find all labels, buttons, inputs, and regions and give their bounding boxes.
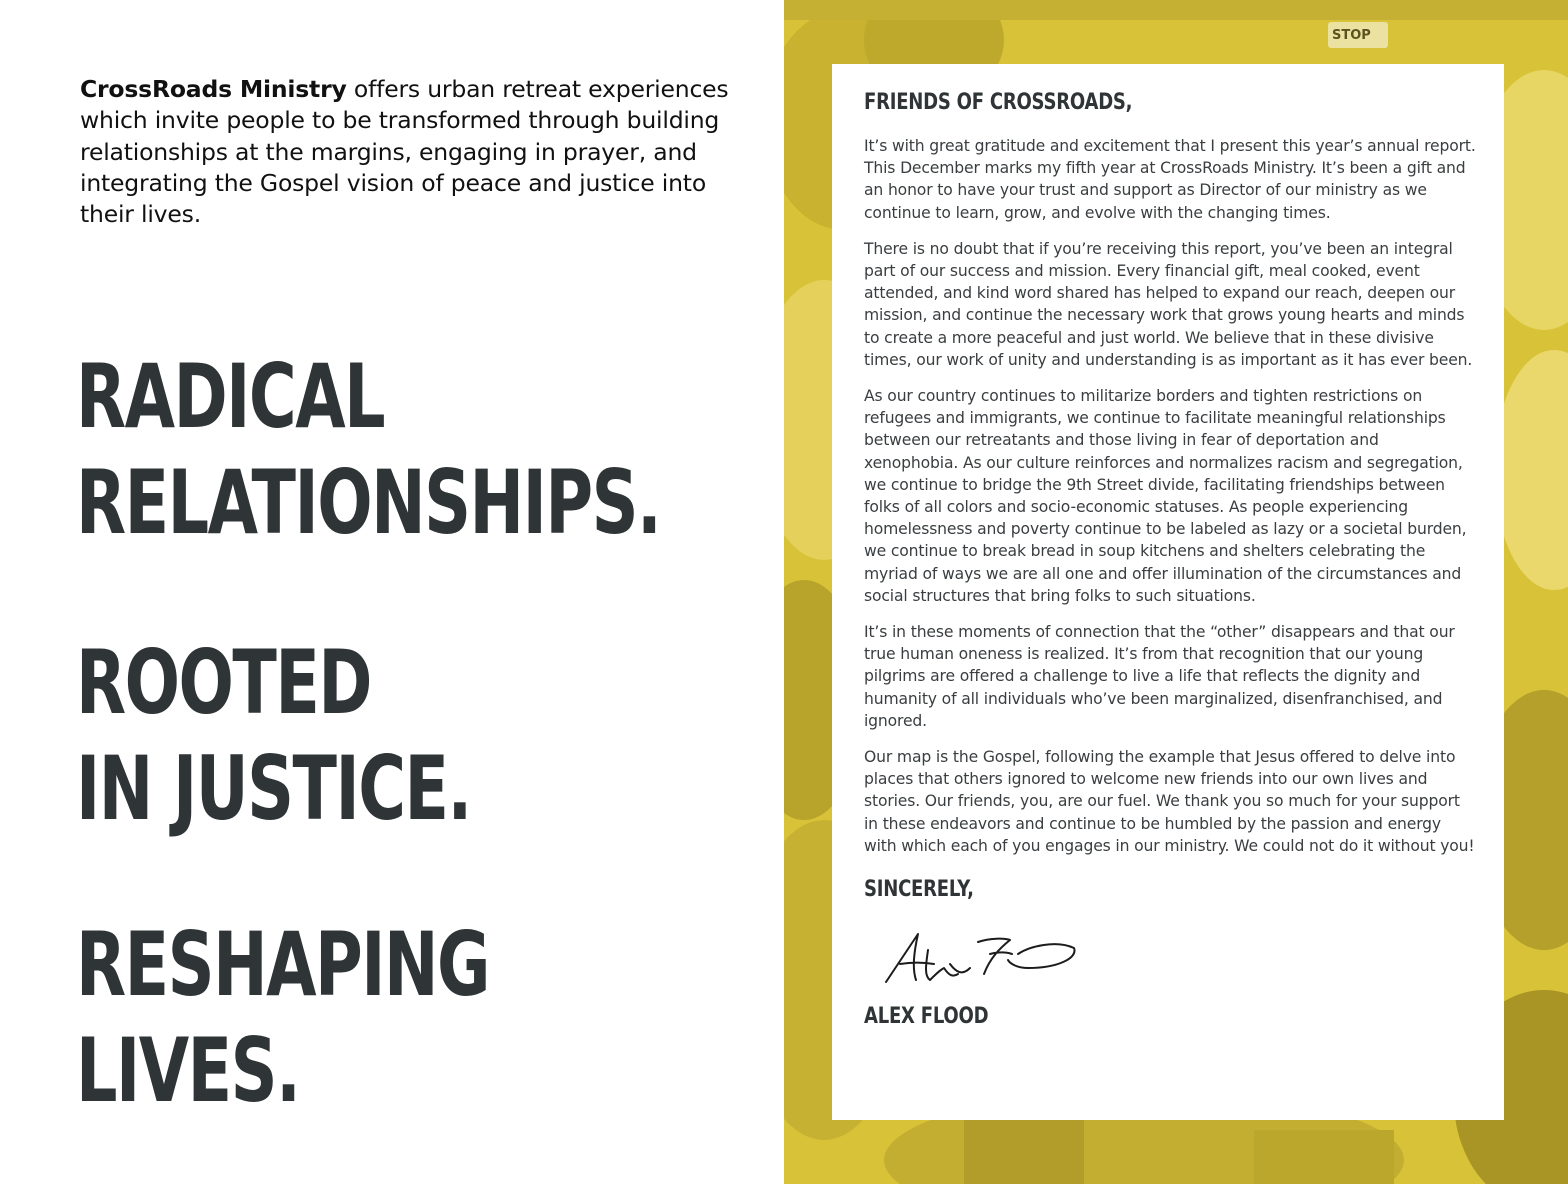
headline-radical-relationships — [76, 344, 660, 556]
letter-closing: SINCERELY, — [864, 877, 974, 903]
letter-paragraph: It’s with great gratitude and excitement that I present this year’s annual report. This December marks my fifth year at CrossRoads Ministry. It’s been a gift and an honor to have your trust and support as Director of our ministry as we continue to learn, grow, and evolve with the changing times. — [864, 137, 1476, 222]
letter-paragraph: As our country continues to militarize borders and tighten restrictions on refugees and immigrants, we continue to facilitate meaningful relationships between our retreatants and those living in fear of deportation and xenophobia. As our culture reinforces and normalizes racism and segregation, we continue to bridge the 9th Street divide, facilitating friendships between folks of all colors and socio-economic statuses. As people experiencing homelessness and poverty continue to be labeled as lazy or a societal burden, we continue to break bread in soup kitchens and shelters celebrating the myriad of ways we are all one and offer illumination of the circumstances and social structures that bring folks to such situations. — [864, 387, 1467, 605]
letter-content — [864, 90, 1476, 1029]
stop-sign-text: STOP — [1332, 28, 1371, 43]
headline-line: LIVES. — [76, 1019, 300, 1122]
headline-line: ROOTED — [76, 631, 371, 734]
signature-icon — [878, 924, 1088, 994]
letter-paragraph: There is no doubt that if you’re receiving this report, you’ve been an integral part of our success and mission. Every financial gift, meal cooked, event attended, and kind word shared has helped to expand our reach, deepen our mission, and continue the necessary work that grows young hearts and minds to create a more peaceful and just world. We believe that in these divisive times, our work of unity and understanding is as important as it has ever been. — [864, 239, 1473, 369]
headline-line: RELATIONSHIPS. — [76, 451, 661, 554]
headline-line: RESHAPING — [76, 913, 490, 1016]
intro-org-name: CrossRoads Ministry — [80, 75, 347, 103]
letter-paragraph: Our map is the Gospel, following the example that Jesus offered to delve into places that others ignored to welcome new friends into our own lives and stories. Our friends, you, are our fuel. We thank you so much for your support in these endeavors and continue to be humbled by the passion and energy with which each of you engages in our ministry. We could not do it without you! — [864, 748, 1475, 855]
letter-greeting: FRIENDS OF CROSSROADS, — [864, 90, 1133, 115]
headline-reshaping-lives — [76, 912, 489, 1124]
letter-paragraph: It’s in these moments of connection that the “other” disappears and that our true human oneness is realized. It’s from that recognition that our young pilgrims are offered a challenge to live a life that reflects the dignity and humanity of all individuals who’ve been marginalized, disenfranchised, and ignored. — [864, 623, 1455, 730]
headline-line: IN JUSTICE. — [76, 737, 471, 840]
letter-signer-name: ALEX FLOOD — [864, 1004, 989, 1030]
intro-statement — [80, 74, 730, 230]
headline-rooted-in-justice — [76, 630, 471, 842]
headline-line: RADICAL — [76, 345, 385, 448]
intro-text: offers urban retreat experiences which invite people to be transformed through building relationships at the margins, engaging in prayer, and integrating the Gospel vision of peace and justice into their lives. — [80, 75, 729, 229]
letter-panel — [832, 64, 1504, 1120]
